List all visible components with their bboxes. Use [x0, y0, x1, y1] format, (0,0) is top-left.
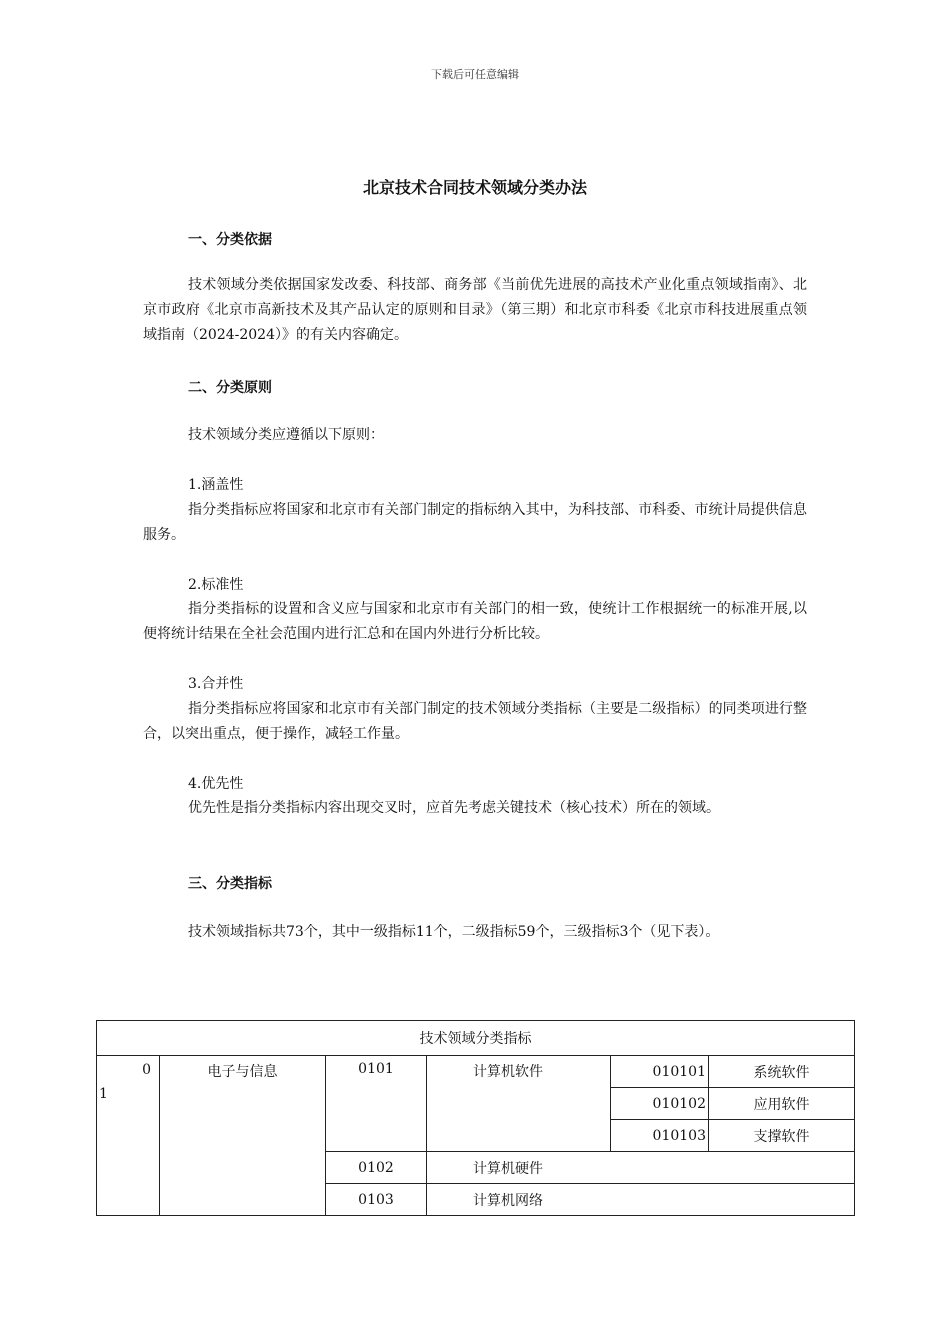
level3-name-cell: 支撑软件: [709, 1120, 855, 1152]
level1-code-part1: 0: [142, 1062, 151, 1078]
level2-code-cell: 0101: [326, 1056, 427, 1152]
principle-text-priority: 优先性是指分类指标内容出现交叉时，应首先考虑关键技术（核心技术）所在的领域。: [188, 800, 720, 816]
document-title: 北京技术合同技术领域分类办法: [362, 178, 587, 197]
principle-label-standard: 2.标准性: [188, 577, 244, 593]
level1-code-part2: 1: [99, 1086, 108, 1102]
level3-code-cell: 010102: [611, 1088, 709, 1120]
level2-name-cell: 计算机软件: [427, 1056, 611, 1152]
classification-table: [96, 1020, 854, 1216]
level2-code-cell: 0103: [326, 1184, 427, 1216]
principle-label-merge: 3.合并性: [188, 676, 244, 692]
level1-name-cell: 电子与信息: [160, 1056, 326, 1216]
level2-name-cell: 计算机网络: [427, 1184, 855, 1216]
section-heading-principles: 二、分类原则: [188, 380, 272, 396]
level3-code-cell: 010103: [611, 1120, 709, 1152]
principle-text-merge: 指分类指标应将国家和北京市有关部门制定的技术领域分类指标（主要是二级指标）的同类项进行整合，以突出重点，便于操作，减轻工作量。: [143, 701, 807, 742]
section-heading-basis: 一、分类依据: [188, 232, 272, 248]
level2-code-cell: 0102: [326, 1152, 427, 1184]
level2-name-cell: 计算机硬件: [427, 1152, 855, 1184]
principle-label-priority: 4.优先性: [188, 776, 244, 792]
table-caption: 技术领域分类指标: [97, 1021, 855, 1056]
section-principles-intro: 技术领域分类应遵循以下原则：: [188, 427, 384, 443]
level3-code-cell: 010101: [611, 1056, 709, 1088]
section-indicators-paragraph: 技术领域指标共73个，其中一级指标11个，二级指标59个，三级指标3个（见下表）。: [188, 924, 720, 940]
principle-label-coverage: 1.涵盖性: [188, 477, 244, 493]
section-heading-indicators: 三、分类指标: [188, 876, 272, 892]
level3-name-cell: 应用软件: [709, 1088, 855, 1120]
level3-name-cell: 系统软件: [709, 1056, 855, 1088]
principle-text-standard: 指分类指标的设置和含义应与国家和北京市有关部门的相一致，使统计工作根据统一的标准开展,以便将统计结果在全社会范围内进行汇总和在国内外进行分析比较。: [143, 601, 807, 642]
principle-text-coverage: 指分类指标应将国家和北京市有关部门制定的指标纳入其中，为科技部、市科委、市统计局提供信息服务。: [143, 502, 807, 543]
section-basis-paragraph: 技术领域分类依据国家发改委、科技部、商务部《当前优先进展的高技术产业化重点领域指南》、北京市政府《北京市高新技术及其产品认定的原则和目录》（第三期）和北京市科委《北京市科技进展重点领域指南（2024-2024）》的有关内容确定。: [143, 277, 807, 343]
level1-code-cell: [97, 1056, 160, 1216]
header-note: 下载后可任意编辑: [431, 68, 519, 81]
